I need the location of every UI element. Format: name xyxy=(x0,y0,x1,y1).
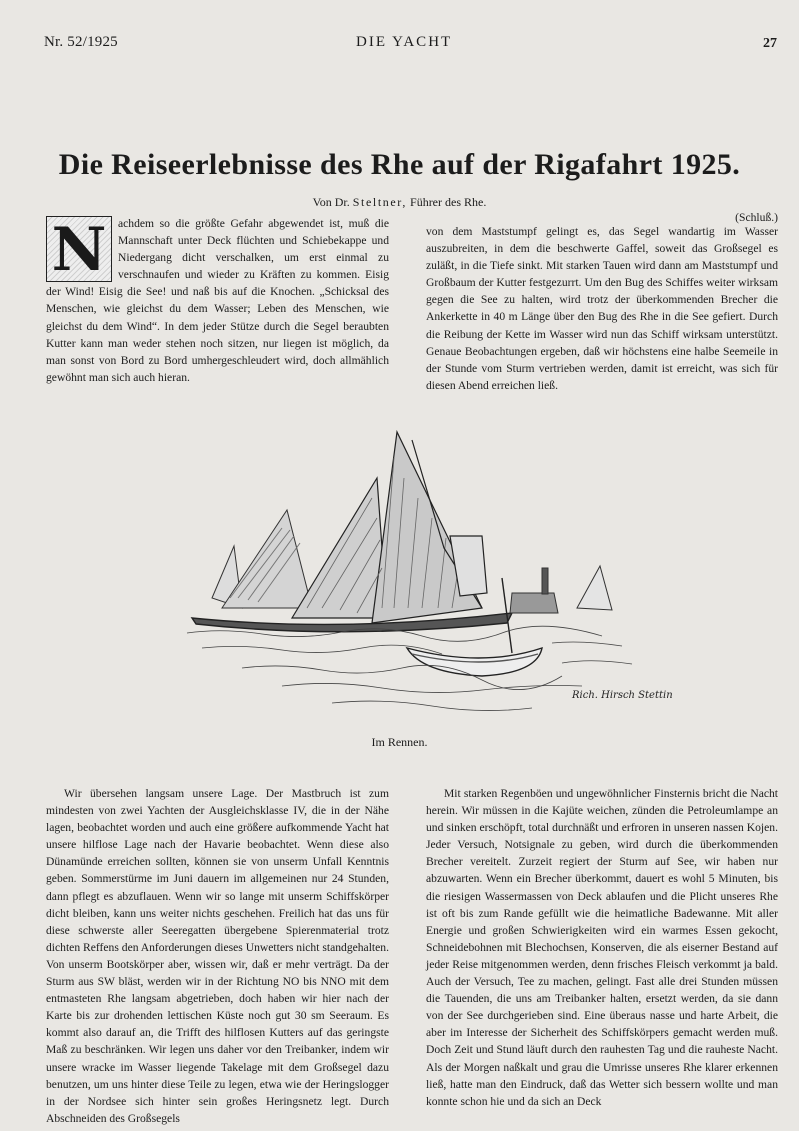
continuation-note: (Schluß.) xyxy=(735,211,778,224)
artist-signature: Rich. Hirsch Stettin xyxy=(572,690,673,701)
paragraph-text: Mit starken Regenböen und ungewöhnlicher Finsternis bricht die Nacht herein. Wir müssen in die Kajüte weichen, zünden die Petroleumlampe an und sinken erschöpft, total durchnäßt und erfroren in unseren nassen Kojen. Jeder Versuch, Notsignale zu geben, wird durch die überkommenden Brecher vereitelt. Zurzeit regiert der Sturm auf See, wir haben nur abzuwarten. Wenn ein Brecher überkommt, dauert es wohl 5 Minuten, bis die riesigen Wassermassen von Deck ablaufen und die Plicht unseres Rhe ist oft bis zum Rande gefüllt wie die heimatliche Badewanne. Mit aller Energie und großen Schwierigkeiten wird ein warmes Essen gekocht, Schneidebohnen mit Blechochsen, Konserven, die als eiserner Bestand auf jeder Reise mitgenommen werden, denn frisches Fleisch verkommt ja bald. Auch der Versuch, Tee zu machen, gelingt. Fast alle drei Stunden müssen die Tauenden, die uns am Treibanker halten, ersetzt werden, da sie dann von der See durchgerieben sind. Eine überaus nasse und harte Arbeit, die aber im Interesse der Sicherheit des Schiffskörpers gemacht werden muß. Doch Zeit und Stund läuft durch den rauhesten Tag und die rauheste Nacht. Als der Morgen naßkalt und grau die Umrisse unseres Rhe klarer erkennen ließ, hatte man den Eindruck, daß das Wetter sich bessern wollte und man konnte schon hie und da sich an Deck xyxy=(426,787,778,1108)
figure-caption: Im Rennen. xyxy=(371,735,428,749)
decorative-initial xyxy=(46,215,112,285)
paragraph-text: Wir übersehen langsam unsere Lage. Der Mastbruch ist zum mindesten von zwei Yachten der Ausgleichsklasse IV, die in der Nähe lagen, beobachtet worden und auch eine größere aufkommende Yacht hat unsere hilflose Lage nach der Havarie beobachtet. Wenn diese also Dünamünde erreichen sollten, können sie von unserm Unfall Kenntnis geben. Sommerstürme im Juni dauern im allgemeinen nur 24 Stunden, dann pflegt es abzuflauen. Wenn wir so lange mit unserm Schiffskörper dicht bleiben, kann uns weiter nichts geschehen. Freilich hat das uns für diese schwerste aller Seeregatten übergebene Spierenmaterial trotz dichten Reffens den Anforderungen dieses Unwetters nicht standgehalten. Von unserm Bootskörper aber, wissen wir, daß er mehr verträgt. Da der Sturm aus SW bläst, werden wir in der Richtung NO bis NNO mit dem entmasteten Rhe langsam abgetrieben, doch haben wir hier nach der Karte bis zur drohenden lettischen Küste noch gut 30 sm Seeraum. Es kommt also darauf an, die Trifft des hilflosen Kutters auf das geringste Maß zu beschränken. Wir legen uns daher vor den Treibanker, indem wir unsere wracke im Wasser liegende Takelage mit dem Großsegel dazu benutzen, um uns hinter diese Teile zu legen, etwa wie der Heringslogger in der Nordsee sich hinter sein großes Heringsnetz legt. Durch Abschneiden des Großsegels xyxy=(46,787,389,1125)
sailing-illustration xyxy=(182,418,673,730)
issue-number: Nr. 52/1925 xyxy=(44,34,118,50)
article-title: Die Reiseerlebnisse des Rhe auf der Rigafahrt 1925. xyxy=(58,148,741,181)
journal-name: DIE YACHT xyxy=(356,34,453,50)
page-number: 27 xyxy=(763,36,777,51)
byline-prefix: Von Dr. xyxy=(312,195,350,209)
initial-letter: N xyxy=(51,215,107,285)
paragraph-text: von dem Maststumpf gelingt es, das Segel wandartig im Wasser auszubreiten, in dem die beschwerte Gaffel, soweit das Großsegel es zuläßt, in die Tiefe sinkt. Mit starken Tauen wird dann am Maststumpf und Großbaum der Kutter festgezurrt. Um den Bug des Schiffes weiter wirksam gegen die See zu halten, wird trotz der überkommenden Brecher die Ankerkette in 40 m Länge über den Bug des Rhe in die See gefiert. Durch die Reibung der Kette im Wasser wird nun das Schiff wirksam unterstützt. Genaue Beobachtungen ergeben, daß wir höchstens eine halbe Seemeile in der Stunde vom Sturm vertrieben werden, damit ist erreicht, was sich für diesen Abend erreichen ließ. xyxy=(426,225,778,392)
steamer xyxy=(510,566,612,613)
column-bottom-left xyxy=(46,785,389,1127)
paragraph xyxy=(46,215,389,386)
running-header xyxy=(44,34,777,56)
column-top-left xyxy=(46,215,389,386)
water-waves xyxy=(187,626,632,710)
paragraph-text: achdem so die größte Gefahr abgewendet ist, muß die Mannschaft unter Deck flüchten und Schiebekappe und Niedergang dicht verschalken, um erst einmal zu verschnaufen und wieder zu Kräften zu kommen. Eisig der Wind! Eisig die See! und naß bis auf die Knochen. „Schicksal des Menschen, wie gleichst du dem Wasser; Leben des Menschen, wie gleichst du dem Wind“. In dem jeder Stütze durch die Segel beraubten Kutter kann man weder stehen noch sitzen, nur liegen ist möglich, da man sonst von Bord zu Bord umhergeschleudert wird, doch allmählich gewöhnt man sich auch hieran. xyxy=(46,217,389,384)
column-top-right xyxy=(426,211,778,394)
byline xyxy=(0,195,799,210)
byline-suffix: Führer des Rhe. xyxy=(410,195,487,209)
yacht-large-sails xyxy=(292,432,487,623)
author-name: Steltner, xyxy=(352,195,408,209)
column-bottom-right xyxy=(426,785,778,1110)
